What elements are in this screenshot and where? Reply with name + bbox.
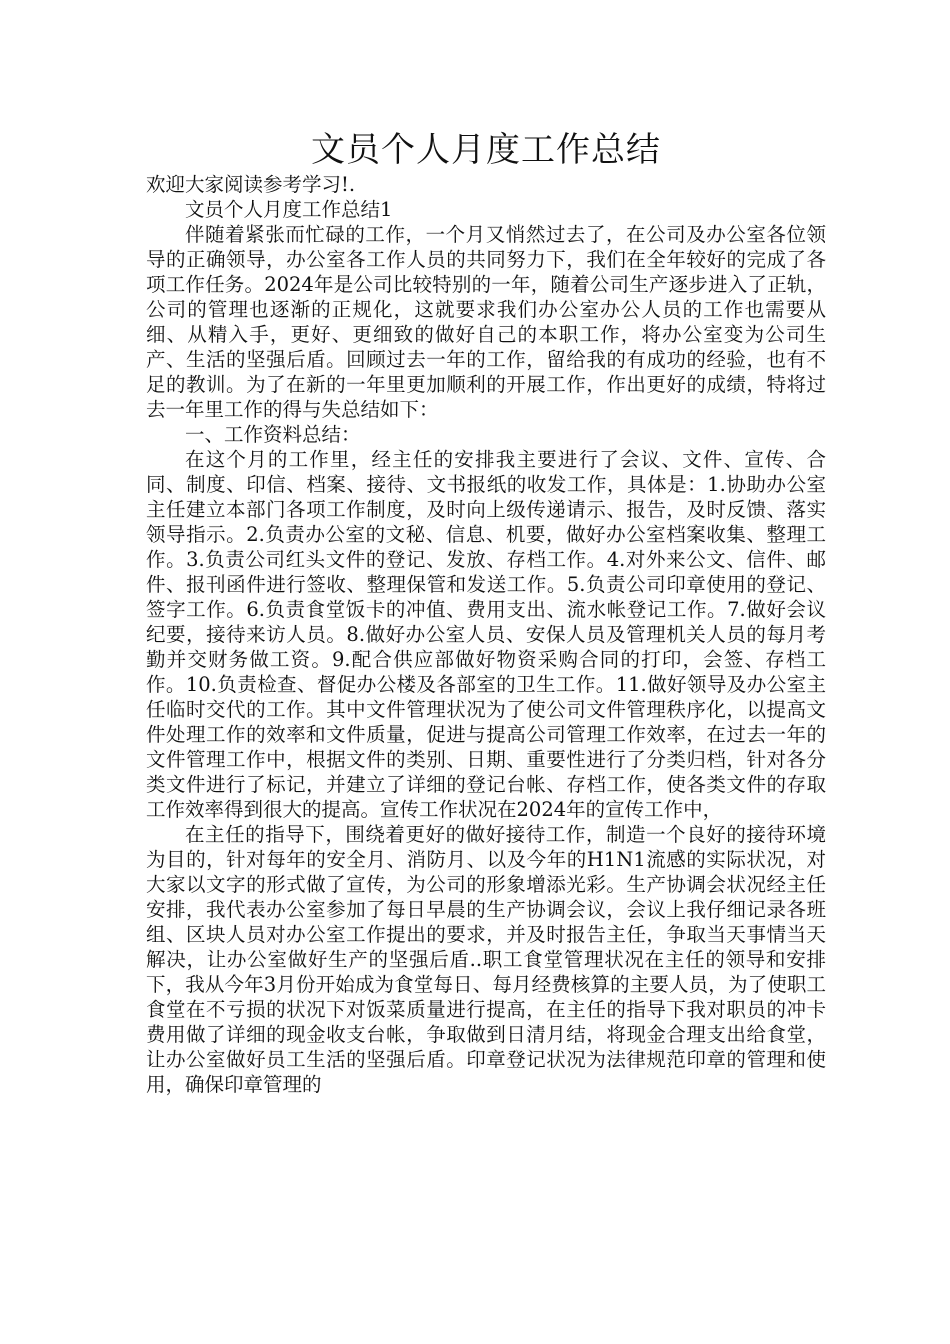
heading-1: 一、工作资料总结： — [185, 423, 361, 446]
paragraph-2: 在这个月的工作里，经主任的安排我主要进行了会议、文件、宣传、合同、制度、印信、档案、接待、文书报纸的收发工作，具体是：1.协助办公室主任建立本部门各项工作制度，及时向上级传递请示、报告，及时反馈、落实领导指示。2.负责办公室的文秘、信息、机要，做好办公室档案收集、整理工作。3.负责公司红头文件的登记、发放、存档工作。4.对外来公文、信件、邮件、报刊函件进行签收、整理保管和发送工作。5.负责公司印章使用的登记、签字工作。6.负责食堂饭卡的冲值、费用支出、流水帐登记工作。7.做好会议纪要，接待来访人员。8.做好办公室人员、安保人员及管理机关人员的每月考勤并交财务做工资。9.配合供应部做好物资采购合同的打印，会签、存档工作。10.负责检查、督促办公楼及各部室的卫生工作。11.做好领导及办公室主任临时交代的工作。其中文件管理状况为了使公司文件管理秩序化，以提高文件处理工作的效率和文件质量，促进与提高公司管理工作效率，在过去一年的文件管理工作中，根据文件的类别、日期、重要性进行了分类归档，针对各分类文件进行了标记，并建立了详细的登记台帐、存档工作，使各类文件的存取工作效率得到很大的提高。宣传工作状况在2024年的宣传工作中， — [146, 448, 826, 821]
section-title: 文员个人月度工作总结1 — [185, 198, 393, 221]
paragraph-1: 伴随着紧张而忙碌的工作，一个月又悄然过去了，在公司及办公室各位领导的正确领导，办公室各工作人员的共同努力下，我们在全年较好的完成了各项工作任务。2024年是公司比较特别的一年，随着公司生产逐步进入了正轨，公司的管理也逐渐的正规化，这就要求我们办公室办公人员的工作也需要从细、从精入手，更好、更细致的做好自己的本职工作，将办公室变为公司生产、生活的坚强后盾。回顾过去一年的工作，留给我的有成功的经验，也有不足的教训。为了在新的一年里更加顺利的开展工作，作出更好的成绩，特将过去一年里工作的得与失总结如下： — [146, 223, 826, 421]
intro-text: 欢迎大家阅读参考学习!. — [146, 173, 356, 196]
document-page — [146, 128, 826, 1097]
document-title: 文员个人月度工作总结 — [311, 130, 661, 170]
paragraph-3: 在主任的指导下，围绕着更好的做好接待工作，制造一个良好的接待环境为目的，针对每年的安全月、消防月、以及今年的H1N1流感的实际状况，对大家以文字的形式做了宣传，为公司的形象增添光彩。生产协调会状况经主任安排，我代表办公室参加了每日早晨的生产协调会议，会议上我仔细记录各班组、区块人员对办公室工作提出的要求，并及时报告主任，争取当天事情当天解决，让办公室做好生产的坚强后盾..职工食堂管理状况在主任的领导和安排下，我从今年3月份开始成为食堂每日、每月经费核算的主要人员，为了使职工食堂在不亏损的状况下对饭菜质量进行提高，在主任的指导下我对职员的冲卡费用做了详细的现金收支台帐，争取做到日清月结，将现金合理支出给食堂，让办公室做好员工生活的坚强后盾。印章登记状况为法律规范印章的管理和使用，确保印章管理的 — [146, 823, 826, 1096]
